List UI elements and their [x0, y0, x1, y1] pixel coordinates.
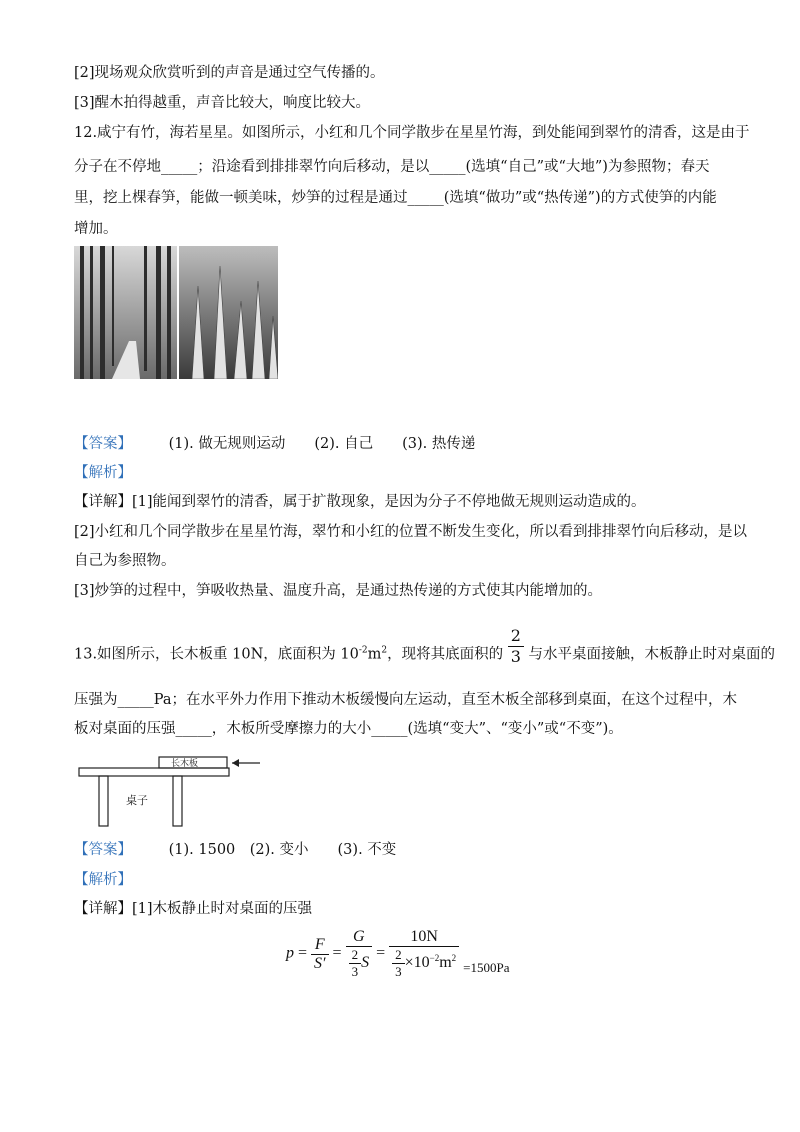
table-board-figure [74, 752, 274, 830]
fraction-two-thirds [508, 626, 524, 667]
question-12-text-2: 分子在不停地_____；沿途看到排排翠竹向后移动，是以_____(选填“自己”或“大地”)为参照物；春天 [74, 159, 710, 175]
detail-12-1-text: [1]能闻到翠竹的清香，属于扩散现象，是因为分子不停地做无规则运动造成的。 [132, 494, 646, 510]
eq-m2: 2 [451, 952, 457, 963]
eq-frac-f-s [311, 936, 329, 973]
eq-two-2: 2 [392, 947, 405, 964]
question-13-text-1 [74, 626, 776, 675]
detail-12-4: [3]炒笋的过程中，笋吸收热量、温度升高，是通过热传递的方式使其内能增加的。 [74, 583, 603, 599]
bamboo-photo-svg [74, 246, 278, 379]
eq-exp: −2 [429, 952, 440, 963]
answer-13 [74, 840, 396, 860]
eq-frac-value [389, 928, 459, 980]
detail-13-1 [74, 899, 312, 919]
analysis-tag-12: 【解析】 [74, 465, 132, 481]
bamboo-photo [74, 246, 278, 379]
eq-area [389, 947, 459, 980]
analysis-tag-13: 【解析】 [74, 872, 132, 888]
question-12-text-3: 里，挖上棵春笋，能做一顿美味，炒笋的过程是通过_____(选填“做功”或“热传递”)的方式使笋的内能 [74, 190, 717, 206]
fraction-numerator: 2 [508, 626, 524, 647]
eq-m: m [439, 954, 452, 972]
fraction-denominator: 3 [510, 647, 521, 666]
eq-three: 3 [351, 964, 359, 979]
table-top [79, 768, 229, 776]
answer-12-text: (1). 做无规则运动 (2). 自己 (3). 热传递 [168, 436, 476, 452]
question-13-text-2: 压强为_____Pa；在水平外力作用下推动木板缓慢向左运动，直至木板全部移到桌面，在这个过程中，木 [74, 692, 737, 708]
detail-tag: 【详解】 [74, 494, 132, 510]
detail-12-2: [2]小红和几个同学散步在星星竹海，翠竹和小红的位置不断发生变化，所以看到排排翠竹向后移动，是以 [74, 524, 748, 540]
eq-times: ×10 [404, 954, 430, 972]
eq-ten-n: 10N [389, 928, 459, 947]
detail-12-3: 自己为参照物。 [74, 553, 176, 569]
eq-result: =1500Pa [463, 959, 510, 975]
q13-exp2: 2 [381, 645, 388, 656]
eq-equals-1: = [298, 944, 308, 962]
line-12-2: [2]现场观众欣赏听到的声音是通过空气传播的。 [74, 65, 385, 81]
question-13-text-3: 板对桌面的压强_____，木板所受摩擦力的大小_____(选填“变大”、“变小”或“不变”)。 [74, 721, 623, 737]
eq-p: p [286, 944, 294, 962]
eq-equals-2: = [332, 944, 342, 962]
question-12-text-1: 12.咸宁有竹，海若星星。如图所示，小红和几个同学散步在星星竹海，到处能闻到翠竹的清香，这是由于 [74, 125, 750, 141]
pressure-equation [286, 928, 510, 980]
q13-mid: m [367, 646, 382, 663]
eq-g: G [346, 928, 373, 947]
q13-post: ，现将其底面积的 [387, 646, 504, 663]
table-leg-left [99, 776, 108, 826]
eq-equals-3: = [376, 944, 386, 962]
eq-frac-g [346, 928, 373, 980]
eq-f: F [311, 936, 329, 955]
detail-12-1 [74, 492, 646, 512]
table-label: 桌子 [126, 794, 148, 807]
answer-13-text: (1). 1500 (2). 变小 (3). 不变 [168, 842, 397, 858]
q13-exp: -2 [358, 645, 368, 656]
question-12-text-4: 增加。 [74, 221, 118, 237]
arrow-head-icon [232, 759, 239, 767]
answer-tag: 【答案】 [74, 436, 132, 452]
q13-pre: 13.如图所示，长木板重 10N，底面积为 10 [74, 646, 359, 663]
eq-g-den [346, 947, 373, 980]
eq-two-thirds-2 [392, 947, 405, 980]
detail-tag-13: 【详解】 [74, 901, 132, 917]
table-leg-right [173, 776, 182, 826]
detail-13-1-text: [1]木板静止时对桌面的压强 [132, 901, 313, 917]
answer-tag-13: 【答案】 [74, 842, 132, 858]
board-label: 长木板 [171, 759, 199, 769]
eq-two: 2 [349, 947, 362, 964]
eq-s: S [361, 954, 370, 972]
eq-three-2: 3 [395, 964, 402, 979]
answer-12 [74, 434, 475, 454]
eq-two-thirds [349, 947, 362, 980]
line-12-3: [3]醒木拍得越重，声音比较大，响度比较大。 [74, 95, 371, 111]
q13-end: 与水平桌面接触，木板静止时对桌面的 [528, 646, 776, 663]
eq-s-prime: S′ [314, 954, 326, 972]
